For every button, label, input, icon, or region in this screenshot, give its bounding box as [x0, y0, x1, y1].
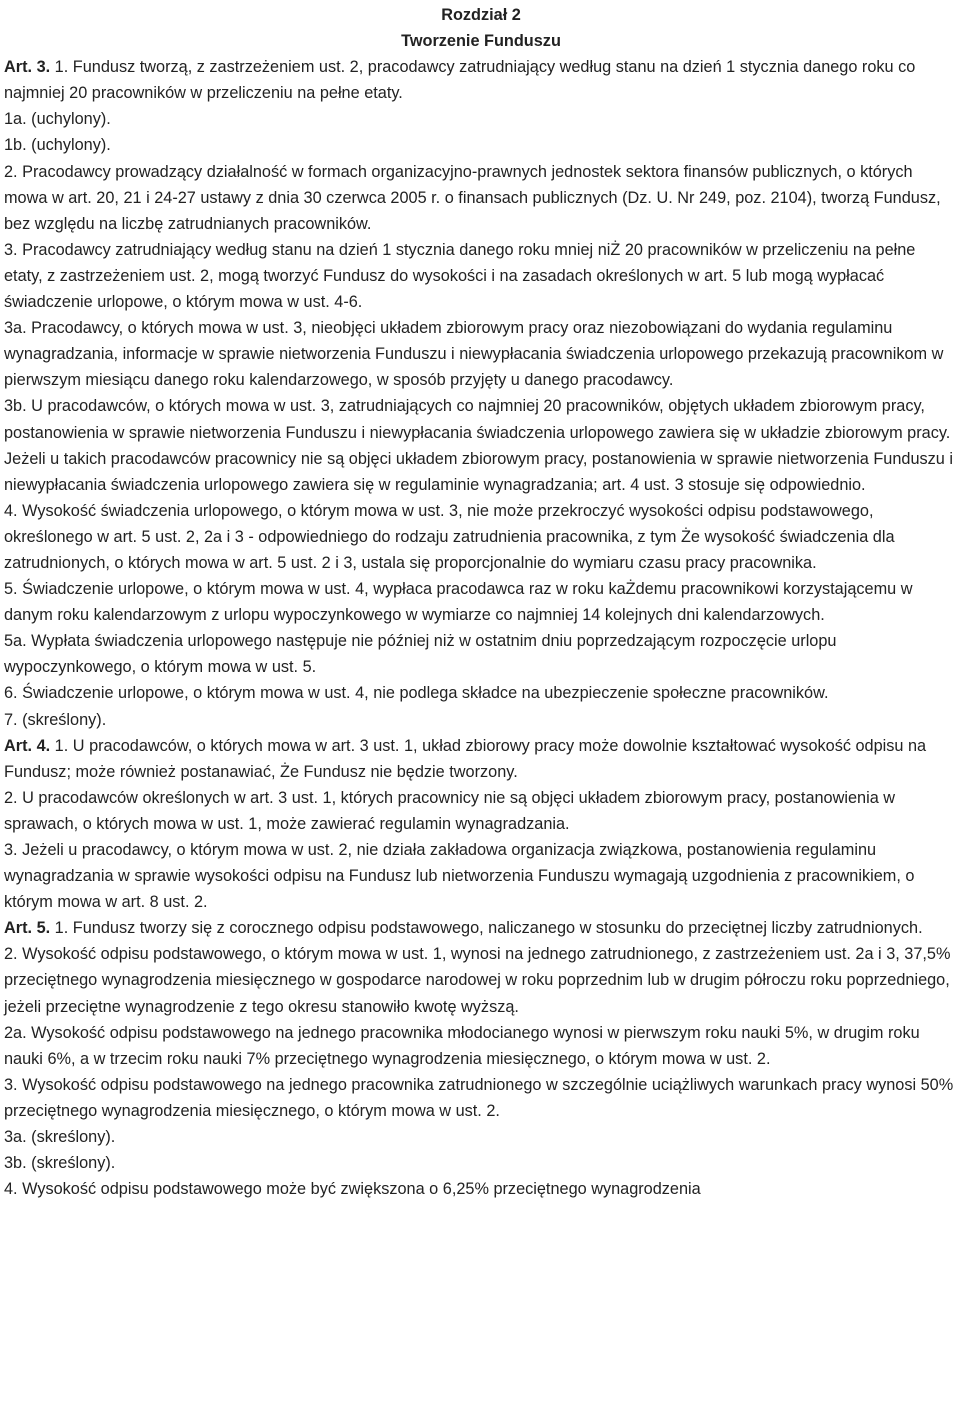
paragraph-text: 5a. Wypłata świadczenia urlopowego następuje nie później niż w ostatnim dniu poprzedzającym rozpoczęcie urlopu wypoczynkowego, o którym mowa w ust. 5.: [4, 632, 837, 677]
paragraph: [4, 576, 958, 628]
paragraph: [4, 915, 958, 941]
paragraph: [4, 1124, 958, 1150]
paragraph: [4, 54, 958, 106]
paragraph-text: 3. Wysokość odpisu podstawowego na jednego pracownika zatrudnionego w szczególnie uciążliwych warunkach pracy wynosi 50% przeciętnego wynagrodzenia miesięcznego, o którym mowa w ust. 2.: [4, 1075, 954, 1120]
paragraph-text: 3b. (skreślony).: [4, 1154, 116, 1173]
paragraph-text: 4. Wysokość świadczenia urlopowego, o którym mowa w ust. 3, nie może przekroczyć wysokości odpisu podstawowego, określonego w art. 5 ust. 2, 2a i 3 - odpowiedniego do rodzaju zatrudnienia pracownika, z tym Że wysokość świadczenia dla zatrudnionych, o których mowa w art. 5 ust. 2 i 3, ustala się proporcjonalnie do wymiaru czasu pracy pracownika.: [4, 501, 895, 572]
article-label: Art. 3.: [4, 58, 51, 77]
paragraph: [4, 941, 958, 1019]
chapter-subtitle: Tworzenie Funduszu: [401, 32, 561, 51]
paragraph: [4, 393, 958, 497]
paragraph-text: 3a. (skreślony).: [4, 1128, 116, 1147]
paragraph: [4, 1072, 958, 1124]
paragraph-text: 1a. (uchylony).: [4, 110, 111, 129]
paragraph: [4, 733, 958, 785]
paragraph-text: 2a. Wysokość odpisu podstawowego na jednego pracownika młodocianego wynosi w pierwszym roku nauki 5%, w drugim roku nauki 6%, a w trzecim roku nauki 7% przeciętnego wynagrodzenia miesięcznego, o którym mowa w ust. 2.: [4, 1023, 920, 1068]
paragraph-text: 1b. (uchylony).: [4, 136, 111, 155]
paragraph: [4, 132, 958, 158]
paragraph: [4, 680, 958, 706]
chapter-title: Rozdział 2: [441, 6, 521, 24]
paragraph: [4, 106, 958, 132]
paragraph-text: 4. Wysokość odpisu podstawowego może być zwiększona o 6,25% przeciętnego wynagrodzenia: [4, 1180, 701, 1199]
article-label: Art. 4.: [4, 736, 51, 755]
paragraph-text: 3. Pracodawcy zatrudniający według stanu na dzień 1 stycznia danego roku mniej niŻ 20 pracowników w przeliczeniu na pełne etaty, z zastrzeżeniem ust. 2, mogą tworzyć Fundusz do wysokości i na zasadach określonych w art. 5 lub mogą wypłacać świadczenie urlopowe, o którym mowa w ust. 4-6.: [4, 240, 916, 312]
paragraph-text: 3. Jeżeli u pracodawcy, o którym mowa w ust. 2, nie działa zakładowa organizacja związkowa, postanowienia regulaminu wynagradzania w sprawie wysokości odpisu na Fundusz lub nietworzenia Funduszu wymagają uzgodnienia z pracownikiem, o którym mowa w art. 8 ust. 2.: [4, 841, 915, 912]
paragraph-text: 1. Fundusz tworzy się z corocznego odpisu podstawowego, naliczanego w stosunku do przeciętnej liczby zatrudnionych.: [50, 919, 923, 938]
paragraph-text: 2. U pracodawców określonych w art. 3 ust. 1, których pracownicy nie są objęci układem zbiorowym pracy, postanowienia w sprawach, o których mowa w ust. 1, może zawierać regulamin wynagradzania.: [4, 788, 896, 833]
paragraph-text: 2. Wysokość odpisu podstawowego, o którym mowa w ust. 1, wynosi na jednego zatrudnionego, z zastrzeżeniem ust. 2a i 3, 37,5% przeciętnego wynagrodzenia miesięcznego w gospodarce narodowej w roku poprzednim lub w drugim półroczu roku poprzedniego, jeżeli przeciętne wynagrodzenie z tego okresu stanowiło kwotę wyższą.: [4, 945, 951, 1016]
paragraph-text: 3a. Pracodawcy, o których mowa w ust. 3, nieobjęci układem zbiorowym pracy oraz niezobowiązani do wydania regulaminu wynagradzania, informacje w sprawie nietworzenia Funduszu i niewypłacania świadczenia urlopowego przekazują pracownikom w pierwszym miesiącu danego roku kalendarzowego, w sposób przyjęty u danego pracodawcy.: [4, 319, 944, 390]
paragraph: [4, 498, 958, 576]
paragraph: [4, 707, 958, 733]
paragraph-text: 3b. U pracodawców, o których mowa w ust. 3, zatrudniających co najmniej 20 pracowników, objętych układem zbiorowym pracy, postanowienia w sprawie nietworzenia Funduszu i niewypłacania świadczenia urlopowego zawiera się w układzie zbiorowym pracy. Jeżeli u takich pracodawców pracownicy nie są objęci układem zbiorowym pracy, postanowienia w sprawie nietworzenia Funduszu i niewypłacania świadczenia urlopowego zawiera się w regulaminie wynagradzania; art. 4 ust. 3 stosuje się odpowiednio.: [4, 397, 953, 494]
paragraph-text: 1. Fundusz tworzą, z zastrzeżeniem ust. 2, pracodawcy zatrudniający według stanu na dzień 1 stycznia danego roku co najmniej 20 pracowników w przeliczeniu na pełne etaty.: [4, 58, 916, 103]
paragraph: [4, 237, 958, 315]
document-page: [4, 2, 958, 1202]
paragraph: [4, 837, 958, 915]
paragraph: [4, 159, 958, 237]
paragraph-text: 5. Świadczenie urlopowe, o którym mowa w ust. 4, wypłaca pracodawca raz w roku kaŻdemu pracownikowi korzystającemu w danym roku kalendarzowym z urlopu wypoczynkowego w wymiarze co najmniej 14 kolejnych dni kalendarzowych.: [4, 580, 913, 625]
paragraph: [4, 315, 958, 393]
article-label: Art. 5.: [4, 919, 51, 938]
paragraph: [4, 1150, 958, 1176]
paragraph-text: 2. Pracodawcy prowadzący działalność w formach organizacyjno-prawnych jednostek sektora finansów publicznych, o których mowa w art. 20, 21 i 24-27 ustawy z dnia 30 czerwca 2005 r. o finansach publicznych (Dz. U. Nr 249, poz. 2104), tworzą Fundusz, bez względu na liczbę zatrudnianych pracowników.: [4, 162, 941, 233]
paragraph: [4, 1020, 958, 1072]
paragraph: [4, 785, 958, 837]
paragraph-text: 7. (skreślony).: [4, 710, 107, 729]
paragraph: [4, 628, 958, 680]
paragraph: [4, 1176, 958, 1202]
paragraph-text: 1. U pracodawców, o których mowa w art. 3 ust. 1, układ zbiorowy pracy może dowolnie kształtować wysokość odpisu na Fundusz; może również postanawiać, Że Fundusz nie będzie tworzony.: [4, 736, 927, 781]
paragraph-text: 6. Świadczenie urlopowe, o którym mowa w ust. 4, nie podlega składce na ubezpieczenie społeczne pracowników.: [4, 684, 829, 703]
